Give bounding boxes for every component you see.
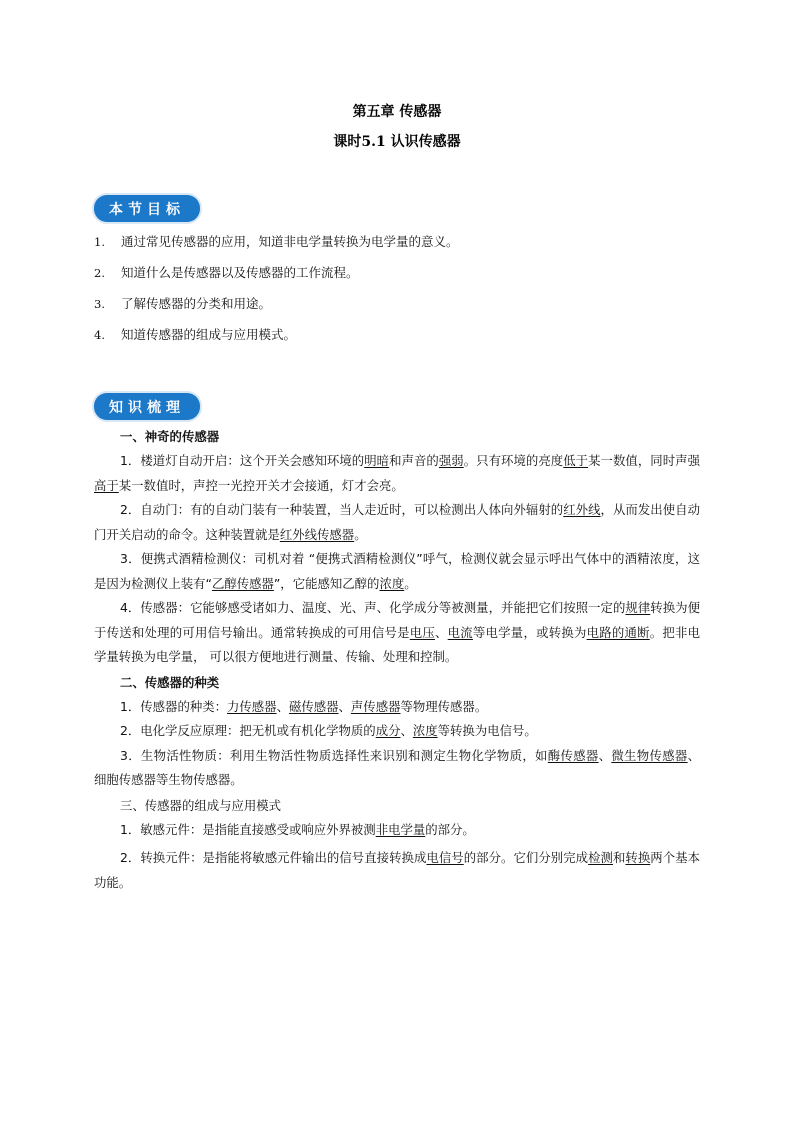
- answer-blank: 微生物传感器: [611, 747, 688, 763]
- goal-number: 2.: [94, 266, 105, 280]
- knowledge-badge: 知识梳理: [94, 393, 200, 420]
- paragraph-sensor-types: 1．传感器的种类：力传感器、磁传感器、声传感器等物理传感器。: [120, 698, 488, 714]
- knowledge-content: [94, 424, 700, 895]
- goal-item: [94, 261, 714, 292]
- answer-blank: 酶传感器: [547, 747, 599, 763]
- paragraph-sensing-element: 1．敏感元件：是指能直接感受或响应外界被测非电学量的部分。: [120, 821, 475, 837]
- answer-blank: 高于: [94, 477, 119, 493]
- goal-item: [94, 230, 714, 261]
- answer-blank: 非电学量: [375, 821, 426, 837]
- section-heading-1: 一、神奇的传感器: [120, 429, 220, 444]
- goal-number: 3.: [94, 297, 105, 311]
- answer-blank: 规律: [625, 600, 651, 615]
- goal-text: 了解传感器的分类和用途。: [121, 296, 272, 311]
- answer-blank: 强弱: [438, 453, 464, 468]
- section-heading-2: 二、传感器的种类: [120, 674, 220, 690]
- answer-blank: 红外线传感器: [279, 526, 355, 542]
- paragraph-stairway-light: 1．楼道灯自动开启：这个开关会感知环境的明暗和声音的强弱。只有环境的亮度低于某一数值，同时声强高于某一数值时，声控一光控开关才会接通，灯才会亮。: [94, 453, 701, 493]
- goal-text: 知道传感器的组成与应用模式。: [121, 327, 297, 342]
- answer-blank: 声传感器: [350, 698, 401, 714]
- lesson-title: 课时5.1 认识传感器: [333, 134, 461, 150]
- answer-blank: 电信号: [426, 850, 464, 865]
- goal-item: [94, 323, 714, 354]
- answer-blank: 电压: [409, 624, 436, 640]
- paragraph-conversion-element: 2．转换元件：是指能将敏感元件输出的信号直接转换成电信号的部分。它们分别完成检测和转换两个基本功能。: [94, 850, 700, 890]
- goals-badge: 本节目标: [94, 195, 200, 222]
- answer-blank: 成分: [375, 723, 401, 738]
- answer-blank: 力传感器: [227, 698, 277, 714]
- chapter-title: 第五章 传感器: [352, 104, 442, 120]
- answer-blank: 浓度: [379, 575, 405, 591]
- paragraph-alcohol-tester: 3．便携式酒精检测仪：司机对着 “便携式酒精检测仪”呼气，检测仪就会显示呼出气体中的酒精浓度，这是因为检测仪上装有“乙醇传感器”，它能感知乙醇的浓度。: [94, 551, 700, 591]
- goal-number: 1.: [94, 235, 105, 249]
- goal-item: [94, 292, 714, 323]
- goal-number: 4.: [94, 328, 105, 342]
- answer-blank: 乙醇传感器: [211, 575, 274, 591]
- answer-blank: 低于: [563, 453, 589, 468]
- paragraph-sensor-definition: 4．传感器：它能够感受诸如力、温度、光、声、化学成分等被测量，并能把它们按照一定的规律转换为便于传送和处理的可用信号输出。通常转换成的可用信号是电压、电流等电学量，或转换为电路的通断。把非电学量转换为电学量， 可以很方便地进行测量、传输、处理和控制。: [94, 600, 701, 664]
- answer-blank: 检测: [588, 850, 613, 865]
- answer-blank: 明暗: [364, 453, 390, 468]
- section-heading-3: 三、传感器的组成与应用模式: [120, 797, 282, 813]
- answer-blank: 浓度: [412, 723, 438, 738]
- goal-text: 知道什么是传感器以及传感器的工作流程。: [121, 265, 359, 280]
- answer-blank: 转换: [625, 850, 651, 865]
- answer-blank: 磁传感器: [288, 698, 339, 714]
- goal-text: 通过常见传感器的应用，知道非电学量转换为电学量的意义。: [121, 234, 459, 249]
- answer-blank: 电流: [447, 624, 473, 640]
- goals-list: [94, 230, 714, 354]
- paragraph-bioactive: 3．生物活性物质：利用生物活性物质选择性来识别和测定生物化学物质，如酶传感器、微生物传感器、 细胞传感器等生物传感器。: [94, 747, 701, 787]
- paragraph-automatic-door: 2．自动门：有的自动门装有一种装置，当人走近时，可以检测出人体向外辐射的红外线，从而发出使自动 门开关启动的命令。这种装置就是红外线传感器。: [94, 502, 700, 542]
- answer-blank: 电路的通断: [586, 624, 650, 640]
- paragraph-electrochemical: 2．电化学反应原理：把无机或有机化学物质的成分、浓度等转换为电信号。: [120, 723, 537, 738]
- answer-blank: 红外线: [563, 502, 601, 517]
